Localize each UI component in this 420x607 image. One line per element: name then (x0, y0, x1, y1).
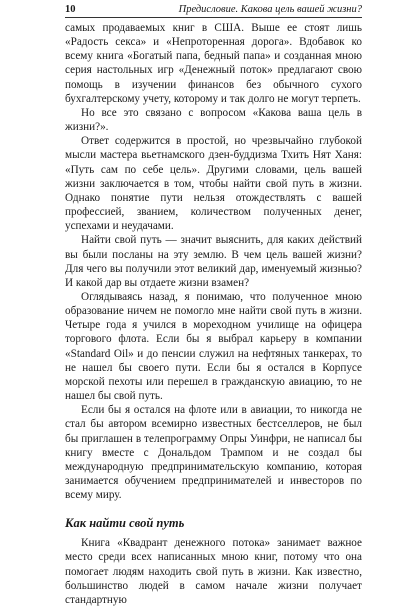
paragraph-continued: самых продаваемых книг в США. Выше ее стоят лишь «Радость секса» и «Непроторенная дорога». Вдобавок ко всему книга «Богатый папа, бедный папа» и созданная мною серия настольных игр «Денежный поток» предлагают свою помощь в изучении финансов без обычного сухого бухгалтерскому учету, которому и так долго не могут терпеть. (65, 22, 362, 105)
paragraph: Найти свой путь — значит выяснить, для каких действий вы были посланы на эту землю. В чем цель вашей жизни? Для чего вы получили этот великий дар, именуемый жизнью? И какой дар вы отдаете жизни взамен? (65, 234, 362, 289)
paragraph: Оглядываясь назад, я понимаю, что полученное мною образование ничем не помогло мне найти свой путь в жизни. Четыре года я учился в мореходном училище на офицера торгового флота. Если бы я выбрал карьеру в компании «Standard Oil» и до пенсии служил на нефтяных танкерах, то не нашел бы своего пути. Если бы я остался в Корпусе морской пехоты или перешел в гражданскую авиацию, то не нашел бы свой путь. (65, 290, 362, 403)
running-header (65, 4, 362, 18)
section-heading: Как найти свой путь (65, 516, 185, 531)
section-paragraph: Книга «Квадрант денежного потока» занимает важное место среди всех написанных мною книг, потому что она помогает людям находить свой путь в жизни. Как известно, большинство людей в самом начале жизни получает стандартную (65, 537, 362, 606)
paragraph: Если бы я остался на флоте или в авиации, то никогда не стал бы автором всемирно известных бестселлеров, не был бы приглашен в телепрограмму Опры Уинфри, не написал бы книгу вместе с Дональдом Трампом и не создал бы международную предпринимательскую компанию, которая занимается обучением предпринимателей и инвесторов по всему миру. (65, 404, 362, 502)
page-number: 10 (65, 4, 76, 15)
paragraph: Ответ содержится в простой, но чрезвычайно глубокой мысли мастера вьетнамского дзен-буддизма Тхить Нят Ханя: «Путь сам по себе цель». Другими словами, цель вашей жизни заключается в том, чтобы найти свой путь в жизни. Однако понятие пути нельзя отождествлять с вашей профессией, званием, количеством полученных денег, успехами и неудачами. (65, 135, 362, 233)
paragraph: Но все это связано с вопросом «Какова ваша цель в жизни?». (65, 106, 362, 134)
running-title: Предисловие. Какова цель вашей жизни? (178, 4, 362, 15)
